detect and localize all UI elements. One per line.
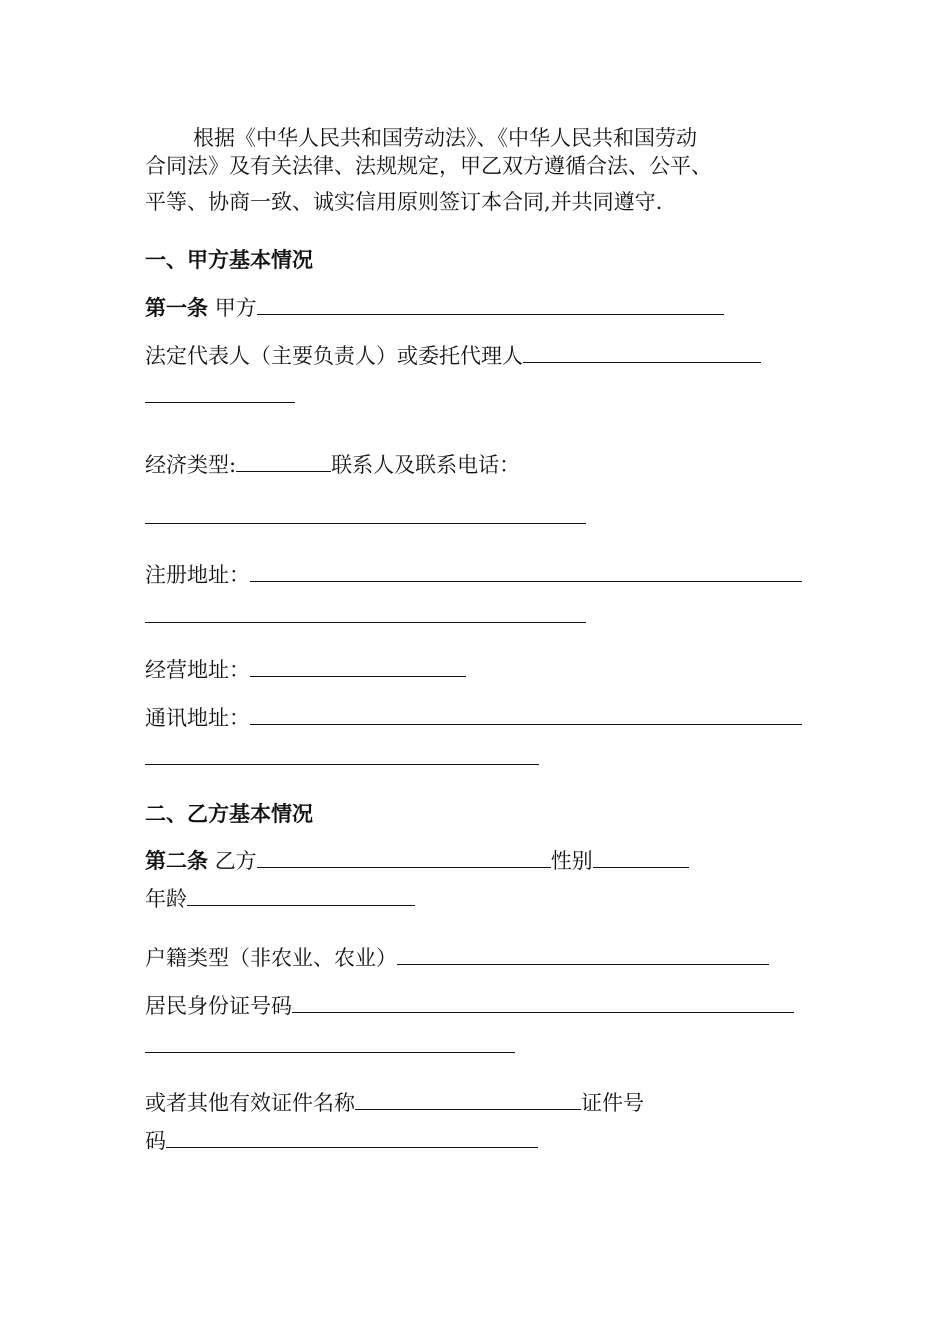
gender-field[interactable] xyxy=(593,847,689,868)
other-id-name-field[interactable] xyxy=(355,1089,581,1110)
reg-address-row xyxy=(145,561,802,589)
cert-number-label-part1: 证件号 xyxy=(581,1091,644,1115)
econ-type-field[interactable] xyxy=(236,451,331,472)
biz-address-field[interactable] xyxy=(250,656,466,677)
article2-label: 第二条 xyxy=(145,848,208,873)
mail-address-field[interactable] xyxy=(250,704,802,725)
contact-label: 联系人及联系电话： xyxy=(331,453,521,477)
gender-label: 性别 xyxy=(550,849,593,873)
cert-number-label-part2: 码 xyxy=(145,1129,166,1153)
mail-address-field-continued[interactable] xyxy=(145,764,539,765)
biz-address-row xyxy=(145,656,466,684)
section1-heading: 一、甲方基本情况 xyxy=(145,247,313,272)
party-b-field[interactable] xyxy=(257,847,551,868)
age-row xyxy=(145,885,415,913)
intro-line-3: 平等、协商一致、诚实信用原则签订本合同,并共同遵守. xyxy=(145,190,663,214)
party-b-row xyxy=(145,847,689,875)
id-number-row xyxy=(145,992,794,1020)
legal-rep-label: 法定代表人（主要负责人）或委托代理人 xyxy=(145,344,523,368)
hukou-label: 户籍类型（非农业、农业） xyxy=(145,946,397,970)
reg-address-field-continued[interactable] xyxy=(145,622,586,623)
id-number-field[interactable] xyxy=(292,992,794,1013)
article1-label: 第一条 xyxy=(145,295,208,320)
contact-field[interactable] xyxy=(145,523,586,524)
party-b-label: 乙方 xyxy=(214,849,257,873)
party-a-field[interactable] xyxy=(257,294,724,315)
reg-address-label: 注册地址： xyxy=(145,563,250,587)
cert-number-row xyxy=(145,1127,538,1155)
cert-number-field[interactable] xyxy=(166,1127,538,1148)
reg-address-field[interactable] xyxy=(250,561,802,582)
legal-rep-row xyxy=(145,342,761,370)
mail-address-row xyxy=(145,704,802,732)
legal-rep-field[interactable] xyxy=(523,342,761,363)
mail-address-label: 通讯地址： xyxy=(145,706,250,730)
hukou-row xyxy=(145,944,769,972)
party-a-label: 甲方 xyxy=(214,296,257,320)
legal-rep-field-continued[interactable] xyxy=(145,402,295,403)
id-number-label: 居民身份证号码 xyxy=(145,994,292,1018)
econ-type-row xyxy=(145,451,520,479)
section2-heading: 二、乙方基本情况 xyxy=(145,801,313,826)
intro-line-1: 根据《中华人民共和国劳动法》、《中华人民共和国劳动 xyxy=(193,126,697,150)
age-label: 年龄 xyxy=(145,887,187,911)
other-id-label: 或者其他有效证件名称 xyxy=(145,1091,355,1115)
party-a-row xyxy=(145,294,724,322)
other-id-row xyxy=(145,1089,644,1117)
econ-type-label: 经济类型: xyxy=(145,453,237,477)
intro-line-2: 合同法》及有关法律、法规规定，甲乙双方遵循合法、公平、 xyxy=(145,154,712,178)
biz-address-label: 经营地址： xyxy=(145,658,250,682)
age-field[interactable] xyxy=(187,885,415,906)
hukou-field[interactable] xyxy=(397,944,769,965)
id-number-field-continued[interactable] xyxy=(145,1052,515,1053)
